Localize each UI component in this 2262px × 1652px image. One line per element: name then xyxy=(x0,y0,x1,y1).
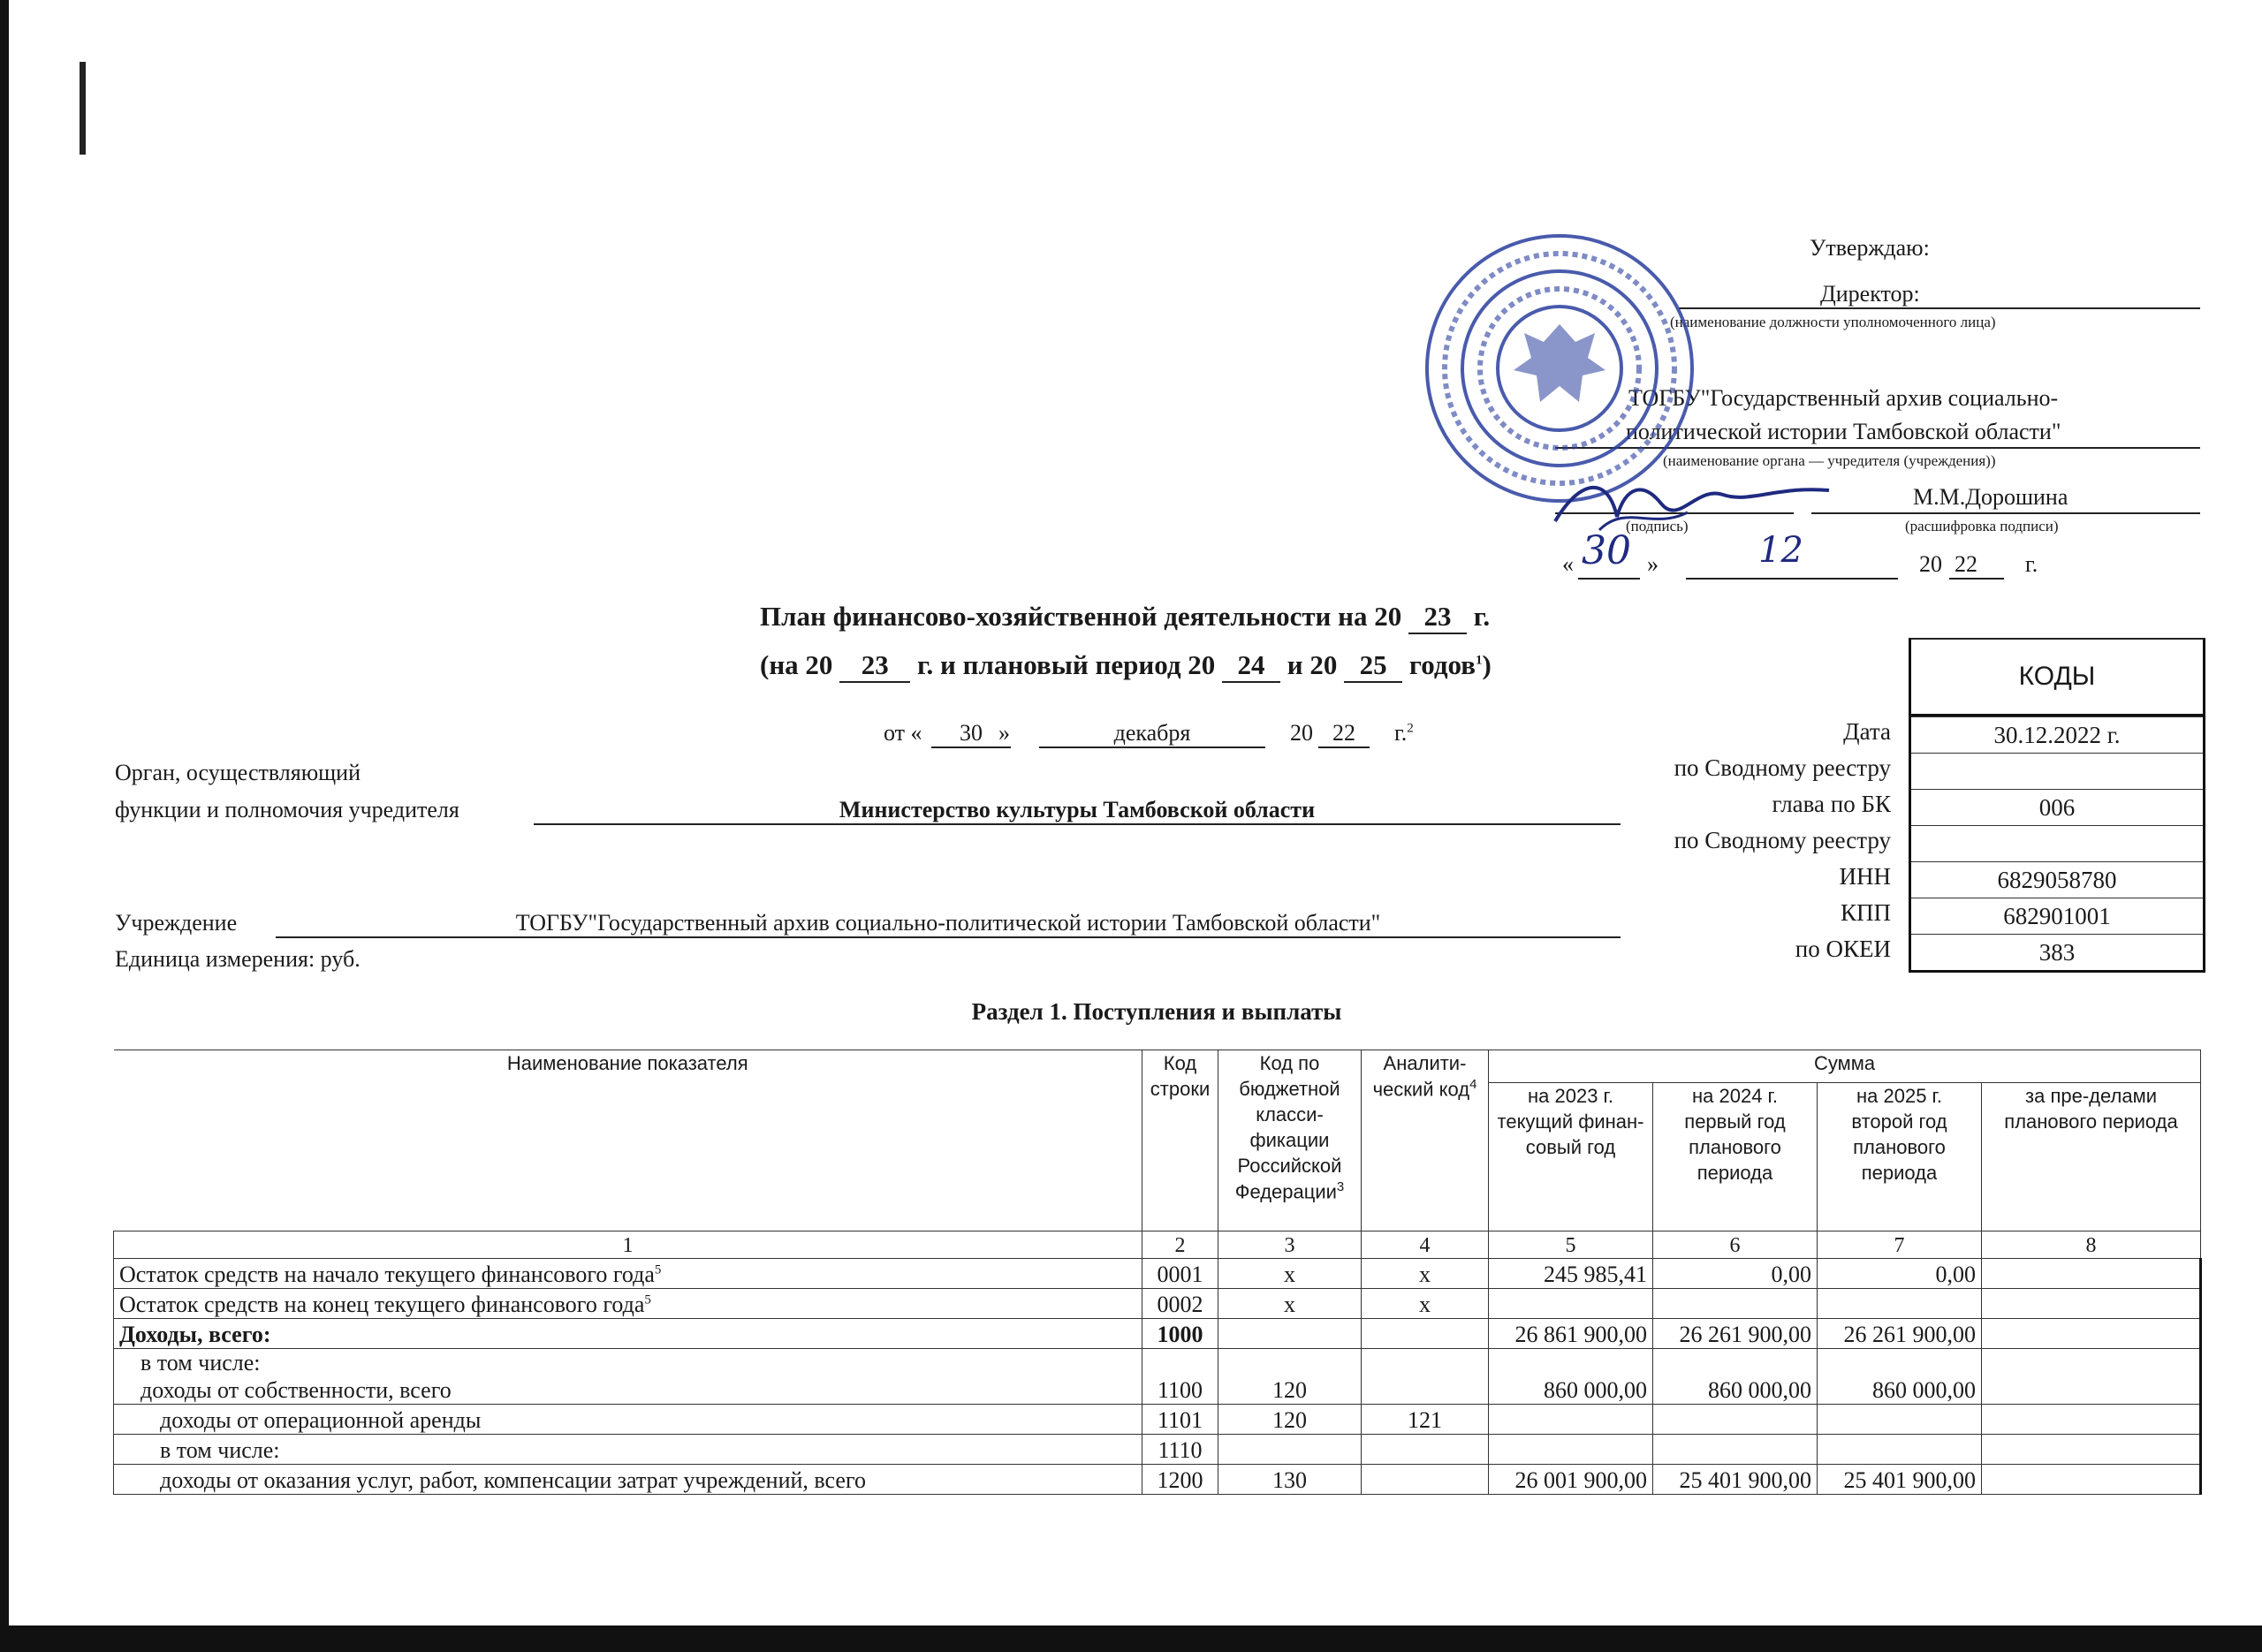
scan-edge-bottom xyxy=(0,1625,2262,1652)
index-cell: 3 xyxy=(1218,1231,1362,1259)
codes-value: 6829058780 xyxy=(1911,861,2203,898)
row-code: 0002 xyxy=(1142,1289,1218,1319)
codes-value: 682901001 xyxy=(1911,898,2203,934)
row-bk xyxy=(1218,1435,1362,1465)
row-name: доходы от операционной аренды xyxy=(114,1405,1142,1435)
row-name: в том числе: xyxy=(114,1435,1142,1465)
header-y3: на 2025 г. второй год планового периода xyxy=(1818,1083,1982,1231)
row-bk: 120 xyxy=(1218,1405,1362,1435)
codes-label: КПП xyxy=(1840,899,1891,926)
codes-value xyxy=(1911,825,2203,861)
row-v3: 26 261 900,00 xyxy=(1818,1319,1982,1349)
row-anal: х xyxy=(1362,1259,1489,1289)
doc-date-year-prefix: 20 xyxy=(1290,720,1313,746)
row-name xyxy=(114,1259,1142,1289)
row-v2 xyxy=(1653,1289,1818,1319)
row-name: доходы от оказания услуг, работ, компенсации затрат учреждений, всего xyxy=(114,1465,1142,1495)
founder-label1: Орган, осуществляющий xyxy=(115,760,361,785)
scan-mark xyxy=(80,62,86,155)
approve-day: 30 xyxy=(1582,528,1631,573)
index-cell: 8 xyxy=(1982,1231,2201,1259)
row-v3: 860 000,00 xyxy=(1818,1349,1982,1405)
title-line2-d: годов xyxy=(1408,649,1476,680)
codes-label: по ОКЕИ xyxy=(1795,936,1891,962)
row-v4 xyxy=(1982,1405,2201,1435)
codes-value xyxy=(1911,753,2203,789)
codes-label: по Сводному реестру xyxy=(1674,827,1891,853)
row-code: 1110 xyxy=(1142,1435,1218,1465)
signature xyxy=(1546,468,1838,539)
codes-box xyxy=(1909,638,2205,973)
header-anal-text: Аналити-ческий код xyxy=(1372,1052,1470,1101)
position-line xyxy=(1679,307,2200,309)
codes-label: глава по БК xyxy=(1772,791,1891,817)
row-name xyxy=(114,1289,1142,1319)
doc-date-g xyxy=(1394,720,1414,746)
row-v4 xyxy=(1982,1289,2201,1319)
row-v2: 26 261 900,00 xyxy=(1653,1319,1818,1349)
header-y2: на 2024 г. первый год планового периода xyxy=(1653,1083,1818,1231)
row-v4 xyxy=(1982,1465,2201,1495)
row-v2: 0,00 xyxy=(1653,1259,1818,1289)
row-v1 xyxy=(1489,1435,1653,1465)
position-value: Директор: xyxy=(1820,281,1920,307)
codes-labels xyxy=(1555,714,1891,967)
row-name-text: Остаток средств на начало текущего финансового года xyxy=(119,1262,655,1287)
index-cell: 1 xyxy=(114,1231,1142,1259)
title-line1-prefix: План финансово-хозяйственной деятельности на 20 xyxy=(760,601,1402,632)
approve-month-line xyxy=(1686,578,1898,580)
founder-value: Министерство культуры Тамбовской области xyxy=(534,797,1621,825)
row-anal: х xyxy=(1362,1289,1489,1319)
row-v2: 25 401 900,00 xyxy=(1653,1465,1818,1495)
row-name-sub: в том числе: xyxy=(140,1350,261,1375)
row-v4 xyxy=(1982,1259,2201,1289)
title-footnote: 1 xyxy=(1476,653,1483,668)
founder-label2: функции и полномочия учредителя xyxy=(115,797,459,822)
codes-label: Дата xyxy=(1843,718,1891,745)
header-sum: Сумма xyxy=(1489,1050,2201,1083)
title-line2-b: г. и плановый период 20 xyxy=(916,649,1216,680)
table-row xyxy=(114,1289,2201,1319)
row-code: 0001 xyxy=(1142,1259,1218,1289)
title-year1: 23 xyxy=(839,649,910,683)
codes-value: 006 xyxy=(1911,789,2203,825)
official-seal xyxy=(1423,231,1696,505)
codes-label: ИНН xyxy=(1839,863,1891,890)
title-line2 xyxy=(760,649,1492,683)
row-v1: 26 001 900,00 xyxy=(1489,1465,1653,1495)
decode-caption: (расшифровка подписи) xyxy=(1905,518,2059,534)
row-v3 xyxy=(1818,1435,1982,1465)
index-cell: 7 xyxy=(1818,1231,1982,1259)
doc-date-year: 22 xyxy=(1318,720,1370,748)
org-caption: (наименование органа — учредителя (учреждения)) xyxy=(1663,452,1996,469)
row-code: 1101 xyxy=(1142,1405,1218,1435)
row-v4 xyxy=(1982,1349,2201,1405)
row-anal xyxy=(1362,1435,1489,1465)
section-title: Раздел 1. Поступления и выплаты xyxy=(971,998,1342,1025)
row-footnote: 5 xyxy=(644,1292,651,1307)
row-v3: 0,00 xyxy=(1818,1259,1982,1289)
codes-value: 383 xyxy=(1911,934,2203,970)
doc-date-month: декабря xyxy=(1039,720,1265,748)
codes-label: по Сводному реестру xyxy=(1674,754,1891,781)
row-anal xyxy=(1362,1349,1489,1405)
row-v3: 25 401 900,00 xyxy=(1818,1465,1982,1495)
approve-year: 22 xyxy=(1955,551,1977,577)
row-bk xyxy=(1218,1319,1362,1349)
header-anal xyxy=(1362,1050,1489,1231)
row-bk: х xyxy=(1218,1289,1362,1319)
title-line2-e: ) xyxy=(1482,649,1492,680)
index-cell: 5 xyxy=(1489,1231,1653,1259)
approve-date-close: » xyxy=(1647,551,1659,577)
index-cell: 6 xyxy=(1653,1231,1818,1259)
row-v1: 860 000,00 xyxy=(1489,1349,1653,1405)
approve-day-line xyxy=(1578,578,1640,580)
row-bk: 130 xyxy=(1218,1465,1362,1495)
institution-label: Учреждение xyxy=(115,910,238,936)
table-row xyxy=(114,1259,2201,1289)
row-v1: 245 985,41 xyxy=(1489,1259,1653,1289)
table-row xyxy=(114,1349,2201,1405)
row-v1 xyxy=(1489,1405,1653,1435)
approve-g: г. xyxy=(2025,551,2038,577)
institution-value: ТОГБУ"Государственный архив социально-политической истории Тамбовской области" xyxy=(276,910,1621,938)
row-v2 xyxy=(1653,1435,1818,1465)
header-y1: на 2023 г. текущий финан-совый год xyxy=(1489,1083,1653,1231)
title-line1 xyxy=(760,601,1490,634)
approve-month: 12 xyxy=(1758,530,1803,571)
title-year: 23 xyxy=(1408,601,1467,634)
row-name-text: Остаток средств на конец текущего финансового года xyxy=(119,1292,645,1317)
approve-year-prefix: 20 xyxy=(1919,551,1942,577)
row-v4 xyxy=(1982,1319,2201,1349)
row-code: 1200 xyxy=(1142,1465,1218,1495)
title-line1-suffix: г. xyxy=(1473,601,1491,632)
row-v1: 26 861 900,00 xyxy=(1489,1319,1653,1349)
header-code: Код строки xyxy=(1142,1050,1218,1231)
signer-line xyxy=(1811,512,2200,514)
approve-date-open: « xyxy=(1562,551,1574,577)
signer-name: М.М.Дорошина xyxy=(1913,484,2068,510)
row-name xyxy=(114,1349,1142,1405)
receipts-payments-table xyxy=(113,1050,2202,1495)
unit-label: Единица измерения: руб. xyxy=(115,946,361,972)
title-year3: 25 xyxy=(1344,649,1402,683)
header-bk-sup: 3 xyxy=(1336,1179,1345,1195)
row-v4 xyxy=(1982,1435,2201,1465)
doc-date-footnote: 2 xyxy=(1407,721,1414,736)
doc-date-close: » xyxy=(998,720,1010,746)
approve-label: Утверждаю: xyxy=(1810,235,1930,261)
row-v3 xyxy=(1818,1289,1982,1319)
codes-value: 30.12.2022 г. xyxy=(1911,716,2203,753)
row-bk: 120 xyxy=(1218,1349,1362,1405)
doc-date-prefix: от « xyxy=(884,720,922,746)
row-anal: 121 xyxy=(1362,1405,1489,1435)
row-anal xyxy=(1362,1465,1489,1495)
row-code: 1100 xyxy=(1142,1349,1218,1405)
row-v2 xyxy=(1653,1405,1818,1435)
row-name: Доходы, всего: xyxy=(114,1319,1142,1349)
title-line2-c: и 20 xyxy=(1287,649,1338,680)
index-cell: 2 xyxy=(1142,1231,1218,1259)
title-line2-a: (на 20 xyxy=(760,649,833,680)
doc-date-g-text: г. xyxy=(1394,720,1408,746)
org-line2: политической истории Тамбовской области" xyxy=(1626,419,2061,444)
row-footnote: 5 xyxy=(654,1262,662,1277)
table-row xyxy=(114,1435,2201,1465)
table-row xyxy=(114,1319,2201,1349)
row-anal xyxy=(1362,1319,1489,1349)
codes-header: КОДЫ xyxy=(1911,640,2203,716)
title-year2: 24 xyxy=(1222,649,1280,683)
org-line1: ТОГБУ"Государственный архив социально- xyxy=(1628,385,2059,411)
row-bk: х xyxy=(1218,1259,1362,1289)
header-anal-sup: 4 xyxy=(1469,1077,1477,1093)
table-row xyxy=(114,1405,2201,1435)
row-v1 xyxy=(1489,1289,1653,1319)
row-v2: 860 000,00 xyxy=(1653,1349,1818,1405)
index-cell: 4 xyxy=(1362,1231,1489,1259)
approve-year-line xyxy=(1949,578,2004,580)
table-row xyxy=(114,1465,2201,1495)
header-bk-text: Код по бюджетной класси-фикации Российской Федерации xyxy=(1234,1052,1342,1203)
header-bk xyxy=(1218,1050,1362,1231)
row-code: 1000 xyxy=(1142,1319,1218,1349)
scan-edge-left xyxy=(0,0,9,1652)
position-caption: (наименование должности уполномоченного лица) xyxy=(1670,314,1996,330)
row-name-text: доходы от собственности, всего xyxy=(140,1377,452,1404)
header-y4: за пре-делами планового периода xyxy=(1982,1083,2201,1231)
sign-caption: (подпись) xyxy=(1626,518,1689,534)
doc-date-day: 30 xyxy=(931,720,1011,748)
row-v3 xyxy=(1818,1405,1982,1435)
header-name: Наименование показателя xyxy=(114,1050,1142,1231)
